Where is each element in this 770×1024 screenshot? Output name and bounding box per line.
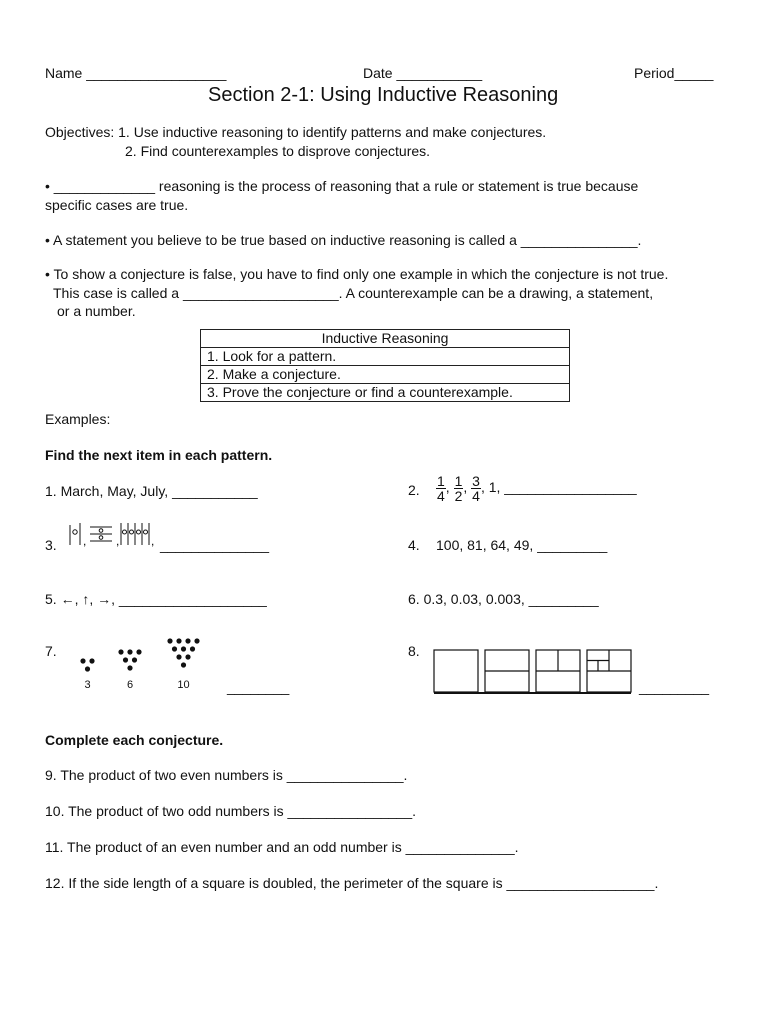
- bullet-counterexample-line2: This case is called a ____________________. A counterexample can be a drawing, a statement,: [53, 285, 654, 301]
- objective-1: Objectives: 1. Use inductive reasoning to identify patterns and make conjectures.: [45, 124, 547, 140]
- examples-label: Examples:: [45, 411, 111, 427]
- conjecture-12: 12. If the side length of a square is doubled, the perimeter of the square is ___________________.: [45, 875, 659, 891]
- inductive-reasoning-table: [200, 329, 570, 402]
- date-field-label: Date ___________: [363, 65, 483, 81]
- problem-8-number: 8.: [408, 643, 420, 659]
- page-title: Section 2-1: Using Inductive Reasoning: [208, 84, 559, 106]
- square-4: [587, 650, 631, 692]
- problem-7-number: 7.: [45, 643, 57, 659]
- triangular-dots-figure: [70, 634, 220, 692]
- dots-label-3: 3: [84, 679, 91, 691]
- bullet-inductive-line1: • _____________ reasoning is the process of reasoning that a rule or statement is true because: [45, 178, 639, 194]
- problem-3-figures: [64, 519, 160, 549]
- bullet-counterexample-line1: • To show a conjecture is false, you have to find only one example in which the conjecture is not true.: [45, 266, 669, 282]
- conjecture-10: 10. The product of two odd numbers is ________________.: [45, 803, 417, 819]
- problem-5: 5. ←, ↑, →, ___________________: [45, 591, 267, 607]
- table-row: 1. Look for a pattern.: [201, 348, 570, 366]
- problem-2-number: 2.: [408, 482, 420, 498]
- problem-1: 1. March, May, July, ___________: [45, 483, 258, 499]
- separator-comma: ,: [116, 534, 120, 548]
- problem-8-blank: _________: [639, 679, 710, 695]
- separator-comma: ,: [151, 534, 155, 548]
- square-division-figure: [433, 648, 635, 696]
- figure-1-icon: [70, 523, 80, 545]
- problem-3-blank: ______________: [160, 537, 270, 553]
- problem-4-sequence: 100, 81, 64, 49, _________: [436, 537, 608, 553]
- square-1: [434, 650, 478, 692]
- fraction-one-fourth: $\frac{1}{4}$: [437, 473, 445, 504]
- bullet-inductive-line2: specific cases are true.: [45, 197, 189, 213]
- problem-7-blank: ________: [227, 679, 290, 695]
- objective-2: 2. Find counterexamples to disprove conjectures.: [125, 143, 431, 159]
- pattern-heading: Find the next item in each pattern.: [45, 447, 273, 463]
- name-field-label: Name __________________: [45, 65, 227, 81]
- bullet-counterexample-line3: or a number.: [57, 303, 136, 319]
- figure-2-icon: [90, 527, 112, 541]
- problem-2-sequence: $\frac{1}{4}$ , $\frac{1}{2}$ , $\frac{3}{4}$ , 1, _________________: [437, 473, 637, 504]
- figure-3-icon: [121, 523, 149, 545]
- period-field-label: Period_____: [634, 65, 714, 81]
- dots-label-6: 6: [126, 679, 134, 691]
- problem-4-number: 4.: [408, 537, 420, 553]
- square-3: [536, 650, 580, 692]
- triangle-3-dots: [80, 658, 94, 671]
- problem-6: 6. 0.3, 0.03, 0.003, _________: [408, 591, 599, 607]
- table-row: 2. Make a conjecture.: [201, 366, 570, 384]
- conjecture-9: 9. The product of two even numbers is _______________.: [45, 767, 408, 783]
- problem-3-number: 3.: [45, 537, 57, 553]
- separator-comma: ,: [83, 534, 87, 548]
- triangle-10-dots: [167, 638, 199, 667]
- triangle-6-dots: [118, 649, 141, 670]
- dots-label-10: 10: [177, 679, 190, 691]
- square-2: [485, 650, 529, 692]
- fraction-three-fourths: $\frac{3}{4}$: [472, 473, 480, 504]
- table-header: Inductive Reasoning: [201, 330, 570, 348]
- bullet-conjecture: • A statement you believe to be true based on inductive reasoning is called a _______________.: [45, 232, 642, 248]
- table-row: 3. Prove the conjecture or find a counterexample.: [201, 384, 570, 402]
- fraction-one-half: $\frac{1}{2}$: [454, 473, 463, 504]
- conjecture-heading: Complete each conjecture.: [45, 732, 224, 748]
- conjecture-11: 11. The product of an even number and an odd number is ______________.: [45, 839, 519, 855]
